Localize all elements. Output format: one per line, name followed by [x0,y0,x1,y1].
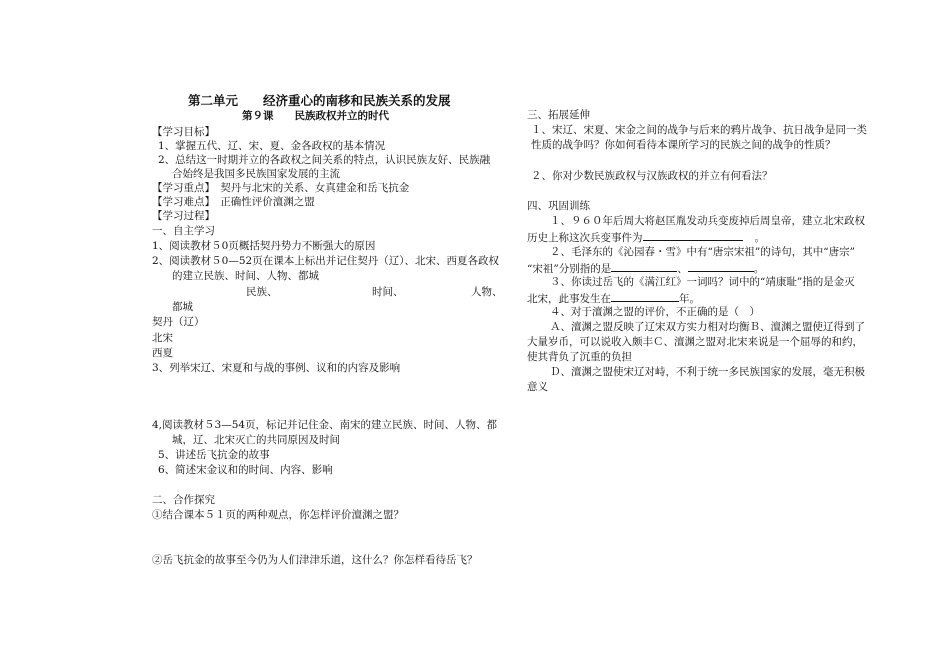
task-4-cont: 城，辽、北宋灭亡的共同原因及时间 [172,434,340,446]
section-practice: 四、巩固训练 [527,200,590,212]
option-d: Ｄ、澶渊之盟使宋辽对峙，不利于统一多民族国家的发展，毫无积极 [550,366,865,378]
exercise-3-end: 年。 [679,293,700,305]
answer-blank[interactable] [611,290,679,302]
section-self-study: 一、自主学习 [152,225,215,237]
exercise-3-text: 北宋，此事发生在 [527,293,611,305]
exercise-1-cont [527,229,765,245]
question-1: ①结合课本５１页的两种观点，你怎样评价澶渊之盟？ [152,509,404,521]
exercise-1-text: 历史上称这次兵变事件为 [527,232,643,244]
task-3: 3、列举宋辽、宋夏和与战的事例、议和的内容及影响 [152,362,401,374]
task-2: 2、阅读教材５0—52页在课本上标出并记住契丹（辽）、北宋、西夏各政权 [152,255,499,267]
question-2: ②岳飞抗金的故事至今仍为人们津津乐道，这什么？你怎样看待岳飞？ [152,554,478,566]
exercise-2-text: “宋祖”分别指的是 [527,263,612,275]
table-header-capital: 都城 [172,301,193,313]
answer-blank[interactable] [643,229,743,241]
unit-title: 第二单元 经济重心的南移和民族关系的发展 [188,93,451,108]
table-row-xixia: 西夏 [152,347,173,359]
task-1: 1、阅读教材５0页概括契丹势力不断强大的原因 [152,240,376,252]
option-b: 大量岁币，可以说收入颇丰Ｃ、澶渊之盟对北宋来说是一个屈辱的和约， [527,336,863,348]
option-a: Ａ、澶渊之盟反映了辽宋双方实力相对均衡Ｂ、澶渊之盟使辽得到了 [550,321,865,333]
exercise-1: １、９６０年后周大将赵匡胤发动兵变废掉后周皇帝，建立北宋政权 [550,215,865,227]
section-extension: 三、拓展延伸 [527,109,590,121]
table-header-ethnic: 民族、 [246,286,278,298]
extension-q2: ２、你对少数民族政权与汉族政权的并立有何看法？ [531,170,773,182]
learning-goals-heading: 【学习目标】 [152,126,215,138]
table-header-time: 时间、 [372,286,404,298]
task-4: 4,阅读教材５3—54页，标记并记住金、南宋的建立民族、时间、人物、都 [152,419,498,431]
exercise-2: ２、毛泽东的《沁园春・雪》中有“唐宗宋祖”的诗句，其中“唐宗” [550,246,855,258]
exercise-2-end: 。 [753,263,765,275]
extension-q1-cont: 性质的战争吗？你如何看待本课所学习的民族之间的战争的性质？ [531,139,836,151]
option-c: 使其背负了沉重的负担 [527,351,632,363]
exercise-3-cont [527,290,700,306]
learning-goal-2: 2、总结这一时期并立的各政权之间关系的特点，认识民族友好、民族融 [158,154,491,166]
extension-q1: １、宋辽、宋夏、宋金之间的战争与后来的鸦片战争、抗日战争是同一类 [531,124,867,136]
learning-goal-2-cont: 合始终是我国多民族国家发展的主流 [172,168,340,180]
exercise-3: ３、你读过岳飞的《满江红》一词吗？词中的“靖康耻”指的是金灭 [550,276,855,288]
task-6: 6、简述宋金议和的时间、内容、影响 [158,464,333,476]
exercise-1-end: 。 [754,232,765,244]
table-row-beisong: 北宋 [152,332,173,344]
key-point: 【学习重点】 契丹与北宋的关系、女真建金和岳飞抗金 [152,182,410,194]
process-heading: 【学习过程】 [152,210,215,222]
section-cooperative: 二、合作探究 [152,494,215,506]
task-5: 5、讲述岳飞抗金的故事 [158,449,270,461]
task-2-cont: 的建立民族、时间、人物、都城 [172,270,319,282]
exercise-2-sep: 、 [677,263,688,275]
table-row-qidan: 契丹（辽） [152,316,205,328]
learning-goal-1: 1、掌握五代、辽、宋、夏、金各政权的基本情况 [158,140,386,152]
answer-blank[interactable] [688,260,754,272]
lesson-title: 第９课 民族政权并立的时代 [242,110,389,122]
exercise-2-cont [527,260,764,276]
difficulty: 【学习难点】 正确性评价澶渊之盟 [152,196,315,208]
exercise-4: ４、对于澶渊之盟的评价，不正确的是（ ） [550,306,760,318]
option-d-cont: 意义 [527,381,548,393]
answer-blank[interactable] [611,260,677,272]
table-header-person: 人物、 [471,286,503,298]
